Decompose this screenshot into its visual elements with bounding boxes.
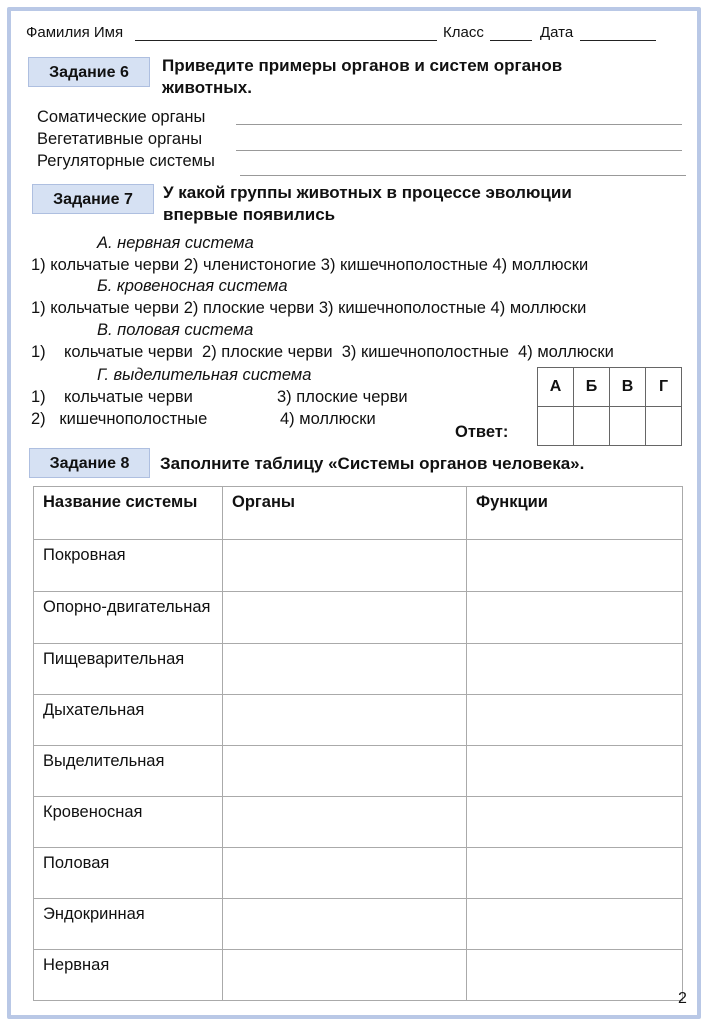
somatic-label: Соматические органы: [37, 108, 206, 126]
column-header-system-name: Название системы: [34, 487, 223, 540]
question-b-prompt: Б. кровеносная система: [97, 277, 288, 295]
organs-cell[interactable]: [223, 540, 467, 592]
organs-cell[interactable]: [223, 899, 467, 950]
class-label: Класс: [443, 24, 484, 41]
organs-cell[interactable]: [223, 848, 467, 899]
question-v-prompt: В. половая система: [97, 321, 254, 339]
somatic-answer-line[interactable]: [236, 124, 682, 125]
name-label: Фамилия Имя: [26, 24, 124, 41]
organs-cell[interactable]: [223, 644, 467, 695]
question-v-options: 1) кольчатые черви 2) плоские черви 3) кишечнополостные 4) моллюски: [31, 343, 614, 361]
row-label: Дыхательная: [34, 695, 223, 746]
question-a-prompt: А. нервная система: [97, 234, 254, 252]
vegetative-label: Вегетативные органы: [37, 130, 203, 148]
functions-cell[interactable]: [467, 540, 683, 592]
organs-cell[interactable]: [223, 950, 467, 1001]
name-field[interactable]: [135, 40, 437, 41]
row-label: Покровная: [34, 540, 223, 592]
page-number: 2: [678, 990, 687, 1007]
row-label: Выделительная: [34, 746, 223, 797]
organ-systems-table: [33, 486, 683, 1001]
question-a-options: 1) кольчатые черви 2) членистоногие 3) кишечнополостные 4) моллюски: [31, 256, 589, 274]
organs-cell[interactable]: [223, 592, 467, 644]
answer-cell-v[interactable]: [610, 407, 646, 446]
organs-cell[interactable]: [223, 695, 467, 746]
task8-title: Заполните таблицу «Системы органов человека».: [160, 454, 585, 473]
task7-title-line2: впервые появились: [163, 205, 336, 224]
functions-cell[interactable]: [467, 797, 683, 848]
answer-header-b: Б: [574, 368, 610, 407]
row-label: Нервная: [34, 950, 223, 1001]
answer-cell-a[interactable]: [538, 407, 574, 446]
organs-cell[interactable]: [223, 797, 467, 848]
functions-cell[interactable]: [467, 899, 683, 950]
row-label: Опорно-двигательная: [34, 592, 223, 644]
question-b-options: 1) кольчатые черви 2) плоские черви 3) кишечнополостные 4) моллюски: [31, 299, 587, 317]
regulatory-label: Регуляторные системы: [37, 152, 215, 170]
question-g-option-4: 4) моллюски: [280, 410, 376, 428]
vegetative-answer-line[interactable]: [236, 150, 682, 151]
row-label: Половая: [34, 848, 223, 899]
question-g-option-1: 1) кольчатые черви: [31, 388, 193, 406]
functions-cell[interactable]: [467, 746, 683, 797]
answer-table: [537, 367, 682, 446]
answer-cell-g[interactable]: [646, 407, 682, 446]
row-label: Кровеносная: [34, 797, 223, 848]
task7-label: Задание 7: [32, 184, 154, 214]
column-header-organs: Органы: [223, 487, 467, 540]
answer-header-a: А: [538, 368, 574, 407]
answer-cell-b[interactable]: [574, 407, 610, 446]
task6-label: Задание 6: [28, 57, 150, 87]
task8-label: Задание 8: [29, 448, 150, 478]
regulatory-answer-line[interactable]: [240, 175, 686, 176]
functions-cell[interactable]: [467, 848, 683, 899]
task6-title-line1: Приведите примеры органов и систем органов: [162, 56, 563, 75]
question-g-prompt: Г. выделительная система: [97, 366, 312, 384]
functions-cell[interactable]: [467, 592, 683, 644]
functions-cell[interactable]: [467, 950, 683, 1001]
answer-header-v: В: [610, 368, 646, 407]
question-g-option-3: 3) плоские черви: [277, 388, 408, 406]
column-header-functions: Функции: [467, 487, 683, 540]
organs-cell[interactable]: [223, 746, 467, 797]
answer-label: Ответ:: [455, 423, 509, 441]
row-label: Пищеварительная: [34, 644, 223, 695]
question-g-option-2: 2) кишечнополостные: [31, 410, 208, 428]
row-label: Эндокринная: [34, 899, 223, 950]
date-field[interactable]: [580, 40, 656, 41]
functions-cell[interactable]: [467, 644, 683, 695]
functions-cell[interactable]: [467, 695, 683, 746]
date-label: Дата: [540, 24, 574, 41]
task6-title-line2: животных.: [162, 78, 252, 97]
class-field[interactable]: [490, 40, 532, 41]
answer-header-g: Г: [646, 368, 682, 407]
task7-title-line1: У какой группы животных в процессе эволюции: [163, 183, 572, 202]
